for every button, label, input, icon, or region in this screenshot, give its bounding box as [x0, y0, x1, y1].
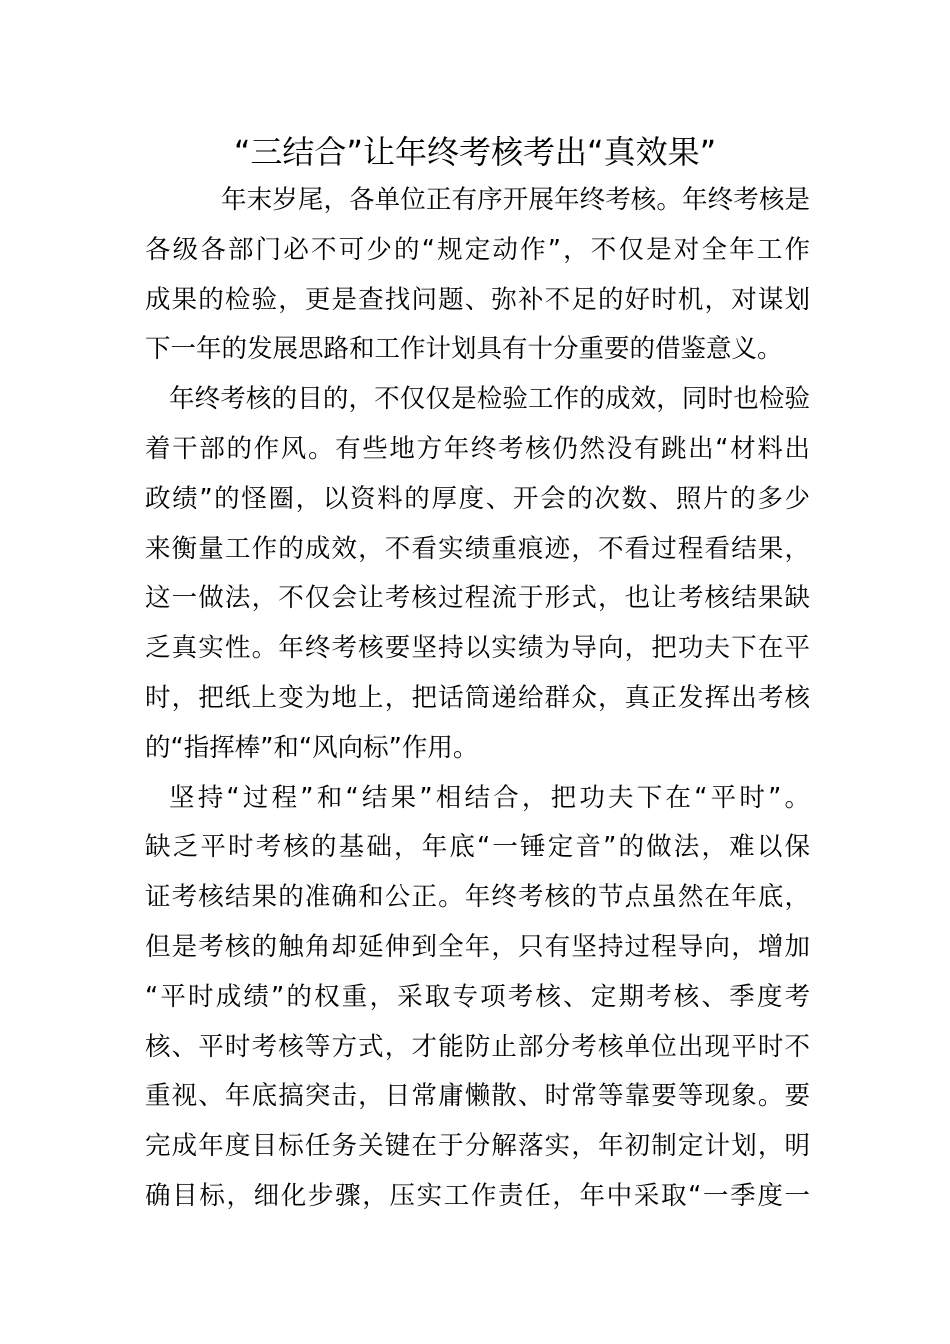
text-line: 证考核结果的准确和公正。年终考核的节点虽然在年底，: [145, 882, 810, 913]
text-line: 来衡量工作的成效，不看实绩重痕迹，不看过程看结果，: [145, 533, 810, 564]
text-line: 坚持“过程”和“结果”相结合，把功夫下在“平时”。: [169, 782, 810, 813]
text-line: 下一年的发展思路和工作计划具有十分重要的借鉴意义。: [145, 334, 783, 365]
document-body: [145, 176, 810, 1222]
text-line: 重视、年底搞突击，日常庸懒散、时常等靠要等现象。要: [145, 1081, 810, 1112]
text-line: 完成年度目标任务关键在于分解落实，年初制定计划，明: [145, 1131, 810, 1162]
text-line: 着干部的作风。有些地方年终考核仍然没有跳出“材料出: [145, 433, 810, 464]
text-line: 确目标，细化步骤，压实工作责任，年中采取“一季度一: [145, 1180, 810, 1211]
text-line: 成果的检验，更是查找问题、弥补不足的好时机，对谋划: [145, 284, 810, 315]
text-line: 核、平时考核等方式，才能防止部分考核单位出现平时不: [145, 1031, 810, 1062]
text-line: 这一做法，不仅会让考核过程流于形式，也让考核结果缺: [145, 583, 810, 614]
text-line: “平时成绩”的权重，采取专项考核、定期考核、季度考: [145, 981, 810, 1012]
text-line: 乏真实性。年终考核要坚持以实绩为导向，把功夫下在平: [145, 633, 810, 664]
text-line: 的“指挥棒”和“风向标”作用。: [145, 732, 479, 763]
text-line: 时，把纸上变为地上，把话筒递给群众，真正发挥出考核: [145, 682, 810, 713]
text-line: 缺乏平时考核的基础，年底“一锤定音”的做法，难以保: [145, 832, 810, 863]
text-line: 政绩”的怪圈，以资料的厚度、开会的次数、照片的多少: [145, 483, 810, 514]
paragraph: [145, 176, 810, 375]
paragraph: [145, 375, 810, 773]
paragraph: [145, 774, 810, 1222]
text-line: 各级各部门必不可少的“规定动作”，不仅是对全年工作: [145, 234, 810, 265]
document-title: “三结合”让年终考核考出“真效果”: [233, 133, 717, 171]
text-line: 年末岁尾，各单位正有序开展年终考核。年终考核是: [221, 185, 810, 215]
text-line: 年终考核的目的，不仅仅是检验工作的成效，同时也检验: [169, 384, 810, 415]
text-line: 但是考核的触角却延伸到全年，只有坚持过程导向，增加: [145, 931, 810, 962]
